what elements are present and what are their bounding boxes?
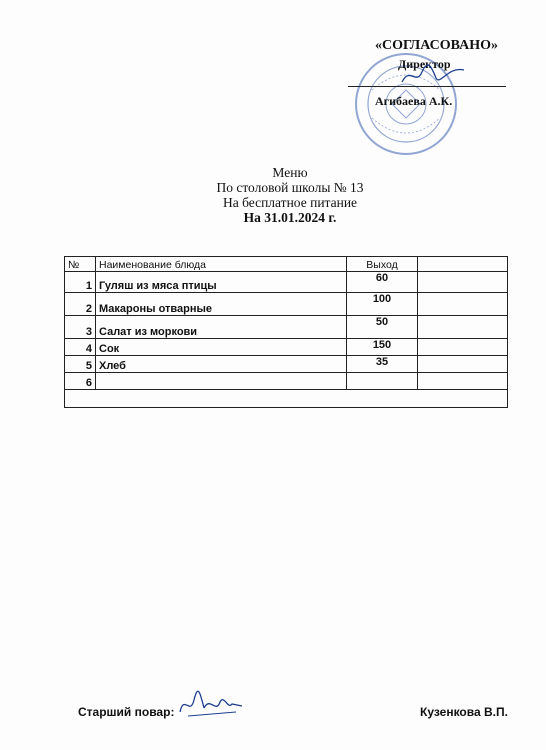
heading-school: По столовой школы № 13 bbox=[216, 180, 364, 195]
row-extra bbox=[418, 272, 508, 293]
header-extra bbox=[418, 257, 508, 272]
cook-name: Кузенкова В.П. bbox=[420, 705, 508, 719]
row-dish: Хлеб bbox=[96, 356, 347, 373]
row-output: 100 bbox=[347, 293, 418, 316]
row-dish: Макароны отварные bbox=[96, 293, 347, 316]
cook-signature bbox=[176, 686, 246, 722]
row-output: 35 bbox=[347, 356, 418, 373]
row-dish: Сок bbox=[96, 339, 347, 356]
approval-title: «СОГЛАСОВАНО» bbox=[375, 38, 498, 53]
row-dish: Салат из моркови bbox=[96, 316, 347, 339]
heading-title: Меню bbox=[272, 165, 308, 180]
row-number: 1 bbox=[65, 272, 96, 293]
heading-purpose: На бесплатное питание bbox=[222, 195, 358, 210]
table-row bbox=[65, 339, 508, 356]
approval-name: Агибаева А.К. bbox=[375, 94, 453, 108]
menu-heading bbox=[170, 165, 410, 225]
row-number: 3 bbox=[65, 316, 96, 339]
table-header-row bbox=[65, 257, 508, 272]
row-output: 60 bbox=[347, 272, 418, 293]
table-row bbox=[65, 373, 508, 390]
row-number: 4 bbox=[65, 339, 96, 356]
row-extra bbox=[418, 316, 508, 339]
row-extra bbox=[418, 373, 508, 390]
table-row bbox=[65, 316, 508, 339]
menu-table bbox=[64, 256, 508, 408]
row-extra bbox=[418, 293, 508, 316]
cook-label: Старший повар: bbox=[78, 705, 175, 719]
header-output: Выход bbox=[347, 257, 418, 272]
header-dish-name: Наименование блюда bbox=[96, 257, 347, 272]
row-extra bbox=[418, 339, 508, 356]
table-row-empty bbox=[65, 390, 508, 408]
row-extra bbox=[418, 356, 508, 373]
table-row bbox=[65, 356, 508, 373]
row-dish: Гуляш из мяса птицы bbox=[96, 272, 347, 293]
empty-cell bbox=[65, 390, 508, 408]
row-output bbox=[347, 373, 418, 390]
row-output: 50 bbox=[347, 316, 418, 339]
heading-date: На 31.01.2024 г. bbox=[243, 210, 337, 225]
row-number: 5 bbox=[65, 356, 96, 373]
approval-role: Директор bbox=[398, 57, 451, 71]
header-number: № bbox=[65, 257, 96, 272]
table-row bbox=[65, 293, 508, 316]
table-row bbox=[65, 272, 508, 293]
row-number: 2 bbox=[65, 293, 96, 316]
row-number: 6 bbox=[65, 373, 96, 390]
director-signature bbox=[398, 60, 468, 90]
row-dish bbox=[96, 373, 347, 390]
row-output: 150 bbox=[347, 339, 418, 356]
